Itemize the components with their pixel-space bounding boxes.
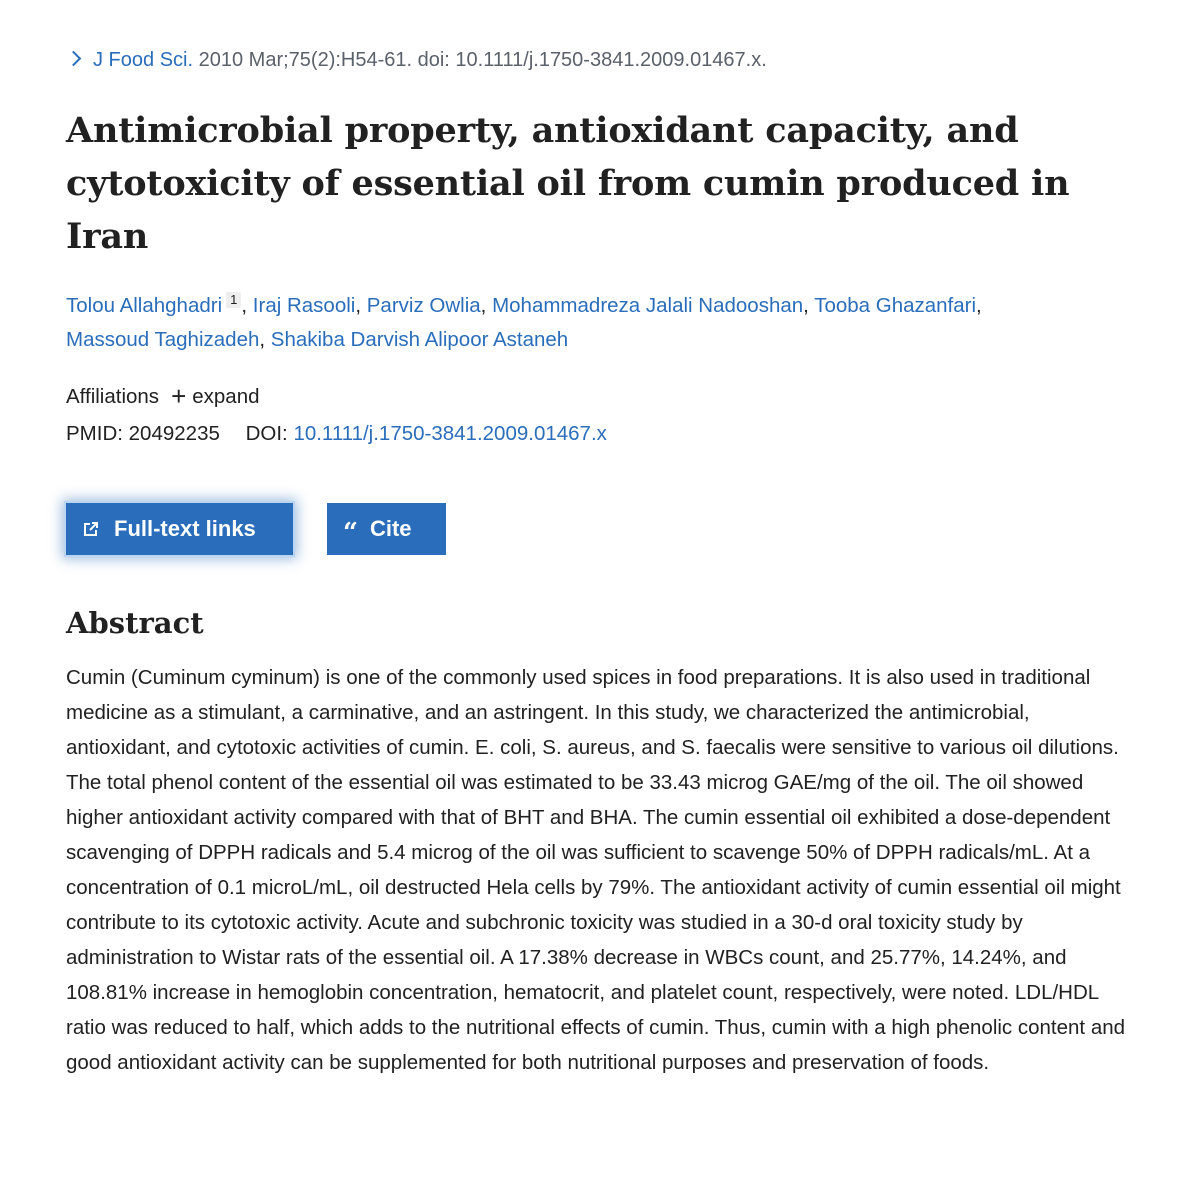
abstract-heading: Abstract <box>66 606 204 640</box>
article-identifiers <box>66 420 607 448</box>
citation-details: 2010 Mar;75(2):H54-61. doi: 10.1111/j.1750-3841.2009.01467.x. <box>198 49 767 71</box>
cite-button[interactable] <box>327 503 446 555</box>
author-link[interactable]: Shakiba Darvish Alipoor Astaneh <box>270 328 569 351</box>
author-list: Tolou Allahghadri 1 , Iraj Rasooli, Parviz Owlia, Mohammadreza Jalali Nadooshan, Tooba Ghazanfari, Massoud Taghizadeh, Shakiba Darvish Alipoor Astaneh <box>66 292 982 351</box>
article-title: Antimicrobial property, antioxidant capacity, and cytotoxicity of essential oil from cumin produced in Iran <box>66 110 1070 257</box>
journal-citation <box>66 46 767 74</box>
pmid-label: PMID: <box>66 422 123 445</box>
journal-link[interactable]: J Food Sci. <box>93 49 194 71</box>
author-link[interactable]: Tooba Ghazanfari <box>814 294 977 317</box>
affiliation-badge[interactable]: 1 <box>226 292 241 308</box>
plus-icon[interactable]: + <box>171 381 187 411</box>
author-link[interactable]: Parviz Owlia <box>366 294 481 317</box>
quote-icon: “ <box>343 518 356 548</box>
full-text-links-button[interactable] <box>66 503 293 555</box>
expand-label[interactable]: expand <box>192 385 260 408</box>
affiliations-label: Affiliations <box>66 385 160 408</box>
cite-label: Cite <box>369 516 412 541</box>
doi-label: DOI: <box>245 422 288 445</box>
full-text-links-label: Full-text links <box>114 516 256 541</box>
affiliations-toggle[interactable] <box>66 380 260 411</box>
author-link[interactable]: Tolou Allahghadri <box>66 294 223 317</box>
pmid-value: 20492235 <box>128 422 220 445</box>
author-link[interactable]: Iraj Rasooli <box>252 294 356 317</box>
author-link[interactable]: Mohammadreza Jalali Nadooshan <box>492 294 804 317</box>
abstract-text: Cumin (Cuminum cyminum) is one of the commonly used spices in food preparations. It is also used in traditional medicine as a stimulant, a carminative, and an astringent. In this study, we characterized the antimicrobial, antioxidant, and cytotoxic activities of cumin. E. coli, S. aureus, and S. faecalis were sensitive to various oil dilutions. The total phenol content of the essential oil was estimated to be 33.43 microg GAE/mg of the oil. The oil showed higher antioxidant activity compared with that of BHT and BHA. The cumin essential oil exhibited a dose-dependent scavenging of DPPH radicals and 5.4 microg of the oil was sufficient to scavenge 50% of DPPH radicals/mL. At a concentration of 0.1 microL/mL, oil destructed Hela cells by 79%. The antioxidant activity of cumin essential oil might contribute to its cytotoxic activity. Acute and subchronic toxicity was studied in a 30-d oral toxicity study by administration to Wistar rats of the essential oil. A 17.38% decrease in WBCs count, and 25.77%, 14.24%, and 108.81% increase in hemoglobin concentration, hematocrit, and platelet count, respectively, were noted. LDL/HDL ratio was reduced to half, which adds to the nutritional effects of cumin. Thus, cumin with a high phenolic content and good antioxidant activity can be supplemented for both nutritional purposes and preservation of foods. <box>66 666 1126 1074</box>
external-link-icon <box>82 520 100 538</box>
doi-link[interactable]: 10.1111/j.1750-3841.2009.01467.x <box>293 422 607 445</box>
author-link[interactable]: Massoud Taghizadeh <box>66 328 260 351</box>
chevron-right-icon[interactable] <box>66 51 82 67</box>
